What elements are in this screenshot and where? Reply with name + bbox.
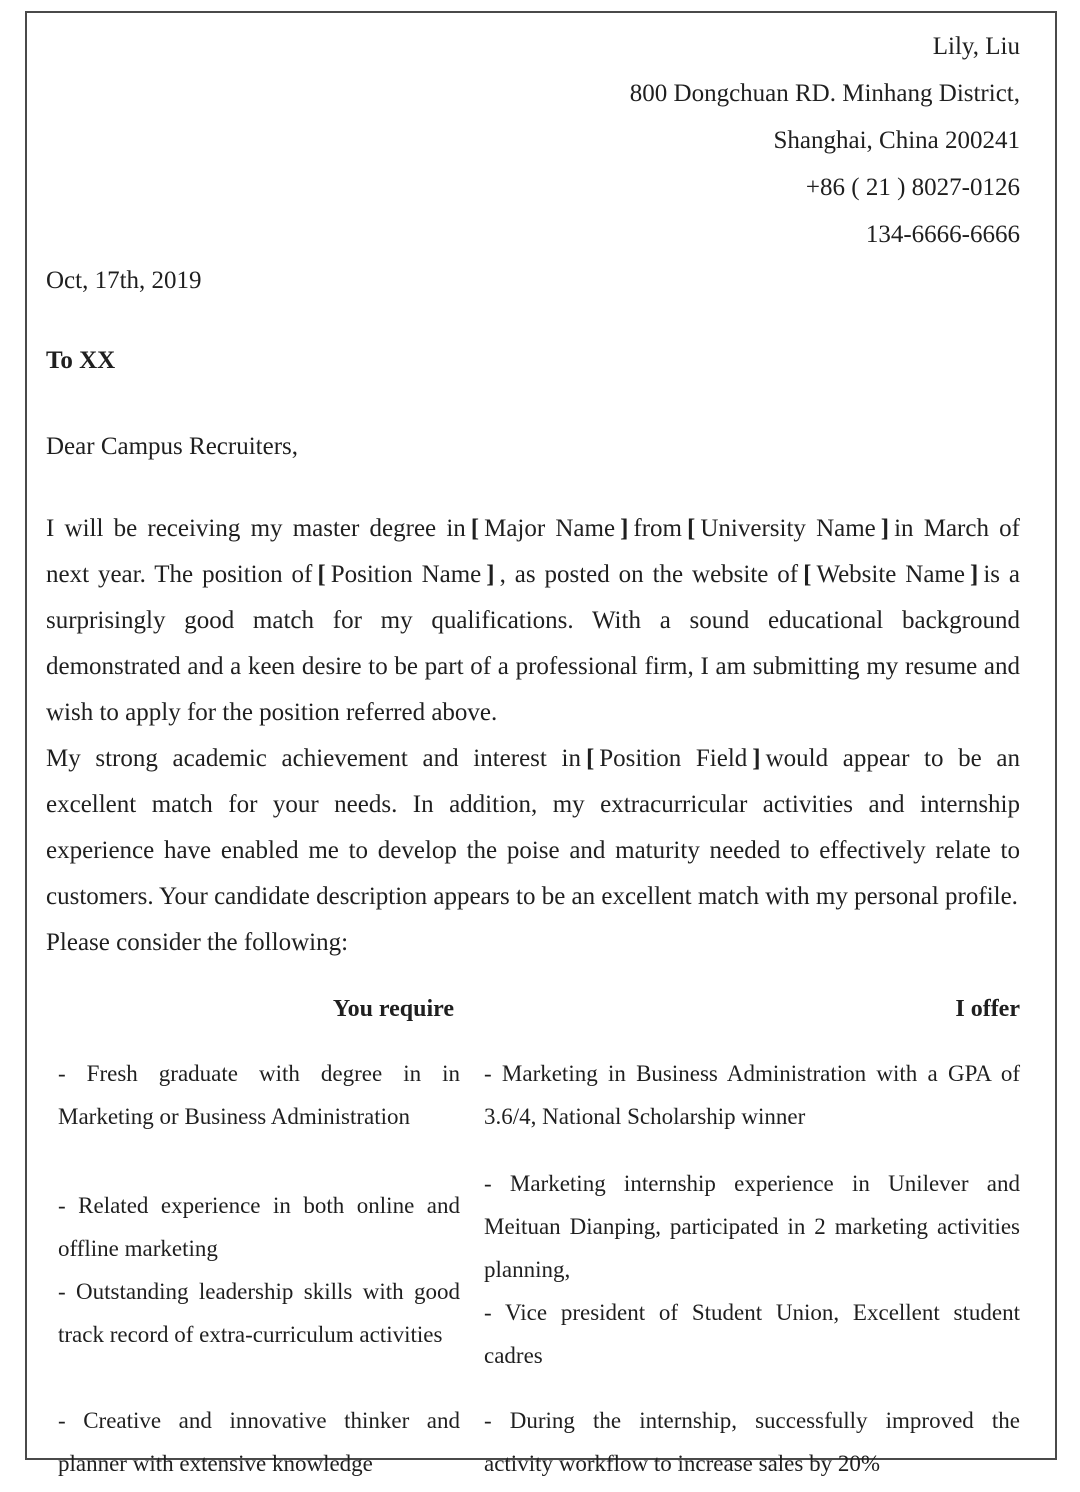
paragraph-consider: Please consider the following: bbox=[46, 929, 349, 956]
sender-name: Lily, Liu bbox=[932, 33, 1020, 60]
require-bullet-creative-thinker: - Creative and innovative thinker and planner with extensive knowledge bbox=[58, 1408, 460, 1476]
header-you-require: You require bbox=[332, 996, 455, 1022]
require-bullet-related-experience: - Related experience in both online and offline marketing bbox=[58, 1192, 460, 1261]
sender-phone-mobile: 134-6666-6666 bbox=[865, 221, 1020, 248]
offer-cell-degree bbox=[484, 1052, 1020, 1138]
offer-bullet-sales-increase: - During the internship, successfully improved the activity workflow to increase sales by 20% bbox=[484, 1408, 1020, 1476]
recipient-line: To XX bbox=[46, 347, 116, 374]
offer-bullet-student-union: - Vice president of Student Union, Excellent student cadres bbox=[484, 1300, 1020, 1368]
sender-address-city: Shanghai, China 200241 bbox=[773, 127, 1020, 154]
require-cell-degree bbox=[58, 1052, 460, 1138]
comparison-row-creativity bbox=[46, 1399, 1020, 1485]
require-cell-creativity bbox=[58, 1399, 460, 1485]
sender-phone-landline: +86 ( 21 ) 8027-0126 bbox=[805, 174, 1020, 201]
comparison-row-degree bbox=[46, 1052, 1020, 1138]
require-cell-experience bbox=[58, 1184, 460, 1356]
offer-cell-creativity bbox=[484, 1399, 1020, 1485]
offer-cell-experience bbox=[484, 1162, 1020, 1377]
header-i-offer: I offer bbox=[955, 996, 1020, 1022]
paragraph-match: My strong academic achievement and interest in [ Position Field ] would appear to be an excellent match for your needs. In addition, my extracurricular activities and internship experience have enabled me to develop the poise and maturity needed to effectively relate to customers. Your candidate description appears to be an excellent match with my personal profile. bbox=[46, 745, 1020, 910]
comparison-header-row bbox=[46, 986, 1020, 1032]
salutation-line: Dear Campus Recruiters, bbox=[46, 433, 299, 460]
offer-bullet-gpa: - Marketing in Business Administration with a GPA of 3.6/4, National Scholarship winner bbox=[484, 1061, 1020, 1129]
comparison-row-experience bbox=[46, 1162, 1020, 1377]
paragraph-intro: I will be receiving my master degree in [ Major Name ] from [ University Name ] in March of next year. The position of [ Position Name ] , as posted on the website of [ Website Name ] is a surprisingly good match for my qualifications. With a sound educational background demonstrated and a keen desire to be part of a professional firm, I am submitting my resume and wish to apply for the position referred above. bbox=[46, 515, 1020, 726]
offer-bullet-internship: - Marketing internship experience in Unilever and Meituan Dianping, participated in 2 marketing activities planning, bbox=[484, 1171, 1020, 1282]
sender-block bbox=[46, 23, 1020, 258]
require-bullet-leadership: - Outstanding leadership skills with good track record of extra-curriculum activities bbox=[58, 1278, 460, 1347]
comparison-table bbox=[46, 986, 1020, 1485]
cover-letter-page bbox=[25, 11, 1057, 1476]
letter-body bbox=[46, 506, 1020, 966]
require-bullet-fresh-graduate: - Fresh graduate with degree in in Marketing or Business Administration bbox=[58, 1061, 460, 1129]
date-line: Oct, 17th, 2019 bbox=[46, 267, 202, 294]
sender-address-street: 800 Dongchuan RD. Minhang District, bbox=[629, 80, 1020, 107]
